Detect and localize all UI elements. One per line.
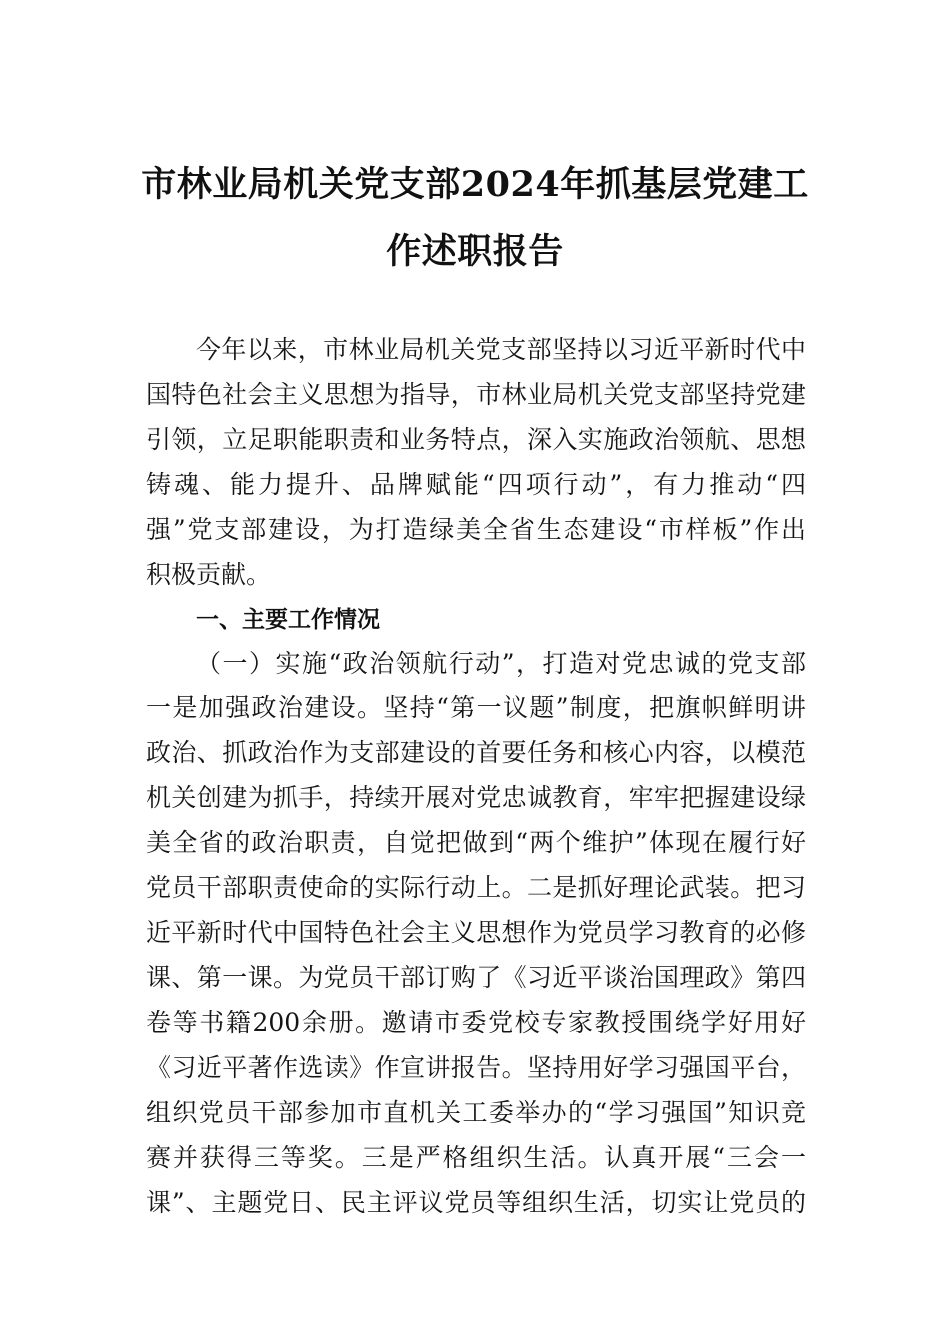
body-line: 一是加强政治建设。坚持“第一议题”制度，把旗帜鲜明讲 bbox=[146, 693, 806, 722]
body-line: 组织党员干部参加市直机关工委举办的“学习强国”知识竞 bbox=[146, 1098, 806, 1127]
document-title-line-2: 作述职报告 bbox=[386, 231, 564, 272]
intro-line: 积极贡献。 bbox=[146, 560, 272, 589]
intro-line: 强”党支部建设，为打造绿美全省生态建设“市样板”作出 bbox=[146, 515, 806, 544]
body-line: 课、第一课。为党员干部订购了《习近平谈治国理政》第四 bbox=[146, 963, 806, 992]
intro-line: 铸魂、能力提升、品牌赋能“四项行动”，有力推动“四 bbox=[146, 470, 806, 499]
body-line: 《习近平著作选读》作宣讲报告。坚持用好学习强国平台， bbox=[146, 1053, 806, 1082]
section-heading: 一、主要工作情况 bbox=[196, 607, 380, 633]
body-line: 课”、主题党日、民主评议党员等组织生活，切实让党员的 bbox=[146, 1188, 806, 1217]
subsection-heading: （一）实施“政治领航行动”，打造对党忠诚的党支部 bbox=[196, 649, 806, 678]
body-line: 美全省的政治职责，自觉把做到“两个维护”体现在履行好 bbox=[146, 828, 806, 857]
document-title-line-1: 市林业局机关党支部2024年抓基层党建工 bbox=[141, 164, 809, 205]
body-line: 党员干部职责使命的实际行动上。二是抓好理论武装。把习 bbox=[146, 873, 806, 902]
body-line: 政治、抓政治作为支部建设的首要任务和核心内容，以模范 bbox=[146, 738, 806, 767]
intro-line: 今年以来，市林业局机关党支部坚持以习近平新时代中 bbox=[196, 335, 806, 364]
intro-line: 国特色社会主义思想为指导，市林业局机关党支部坚持党建 bbox=[146, 380, 806, 409]
body-line: 近平新时代中国特色社会主义思想作为党员学习教育的必修 bbox=[146, 918, 806, 947]
intro-line: 引领，立足职能职责和业务特点，深入实施政治领航、思想 bbox=[146, 425, 806, 454]
body-line: 机关创建为抓手，持续开展对党忠诚教育，牢牢把握建设绿 bbox=[146, 783, 806, 812]
body-line: 卷等书籍200余册。邀请市委党校专家教授围绕学好用好 bbox=[146, 1008, 806, 1037]
body-line: 赛并获得三等奖。三是严格组织生活。认真开展“三会一 bbox=[146, 1143, 806, 1172]
